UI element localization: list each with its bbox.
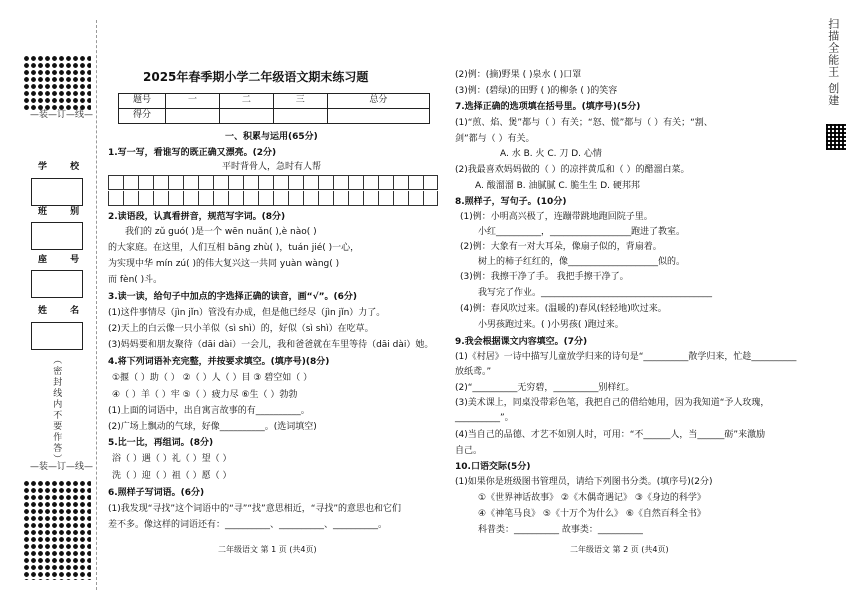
- q8-line: (4)例：春风吹过来。(温暖的)春风(轻轻地)吹过来。: [460, 304, 667, 314]
- q5-line: 洗（ ）迎（ ）祖（ ）愿（ ）: [112, 471, 232, 481]
- writing-grid-cell[interactable]: [168, 175, 183, 190]
- name-box[interactable]: [31, 322, 83, 350]
- q4-line: ④（ ）羊（ ）牢 ⑤（ ）疲力尽 ⑥生（ ）勃勃: [112, 390, 298, 400]
- score-table: [118, 93, 430, 124]
- r-line: (2)例：(摘)野果 ( )泉水 ( )口罩: [455, 70, 582, 80]
- binding-seal-top: —装—订—线—: [30, 110, 94, 120]
- writing-grid-cell[interactable]: [258, 191, 273, 206]
- score-cell: 三: [273, 94, 327, 109]
- page-title: 2025年春季期小学二年级语文期末练习题: [143, 70, 369, 84]
- q9-line: (1)《村居》一诗中描写儿童放学归来的诗句是“__________散学归来，忙趁__________: [455, 352, 797, 362]
- page-footer-1: 二年级语文 第 1 页 (共4页): [218, 545, 317, 554]
- writing-grid-cell[interactable]: [198, 175, 213, 190]
- q9-line: (3)美术课上，同桌没带彩色笔，我把自己的借给她用，因为我知道“予人玫瑰，: [455, 398, 770, 408]
- writing-grid-cell[interactable]: [258, 175, 273, 190]
- q8-line: (2)例：大象有一对大耳朵，像扇子似的，背扇着。: [460, 242, 662, 252]
- writing-grid-cell[interactable]: [183, 175, 198, 190]
- writing-grid-cell[interactable]: [423, 175, 438, 190]
- q7-line: 剑”都与（ ）有关。: [455, 134, 535, 144]
- q2-line: 为实现中华 mín zú( )的伟大复兴这一共同 yuàn wàng( ): [108, 259, 340, 269]
- score-cell: 题号: [119, 94, 166, 109]
- page-footer-2: 二年级语文 第 2 页 (共4页): [570, 545, 669, 554]
- binding-line: [96, 20, 97, 590]
- q7-line: (2)我最喜欢妈妈做的（ ）的凉拌黄瓜和（ ）的醋溜白菜。: [455, 165, 690, 175]
- writing-grid-cell[interactable]: [393, 191, 408, 206]
- q4-line: (2)广场上飘动的气球，好像__________。(选词填空): [108, 422, 317, 432]
- q4-line: ①揠（ ）助（ ） ②（ ）人（ ）目 ③ 碧空如（ ）: [112, 373, 313, 383]
- binding-field-seat: 座 号: [38, 255, 90, 265]
- question-4: 4.将下列词语补充完整，并按要求填空。(填序号)(8分): [108, 357, 330, 367]
- q5-line: 浴（ ）遇（ ）礼（ ）望（ ）: [112, 454, 232, 464]
- writing-grid-cell[interactable]: [378, 191, 393, 206]
- score-cell: 得分: [119, 109, 166, 124]
- binding-dots-top: [23, 55, 91, 110]
- r-line: (3)例：(碧绿)的田野 ( )的柳条 ( )的笑容: [455, 86, 618, 96]
- q8-line: 小红__________，__________________跑进了教室。: [478, 227, 686, 237]
- question-10: 10.口语交际(5分): [455, 462, 531, 472]
- writing-grid-cell[interactable]: [183, 191, 198, 206]
- writing-grid-cell[interactable]: [273, 175, 288, 190]
- q9-line: 自己。: [455, 446, 483, 456]
- writing-grid-cell[interactable]: [138, 191, 153, 206]
- writing-grid-cell[interactable]: [423, 191, 438, 206]
- writing-grid-cell[interactable]: [408, 175, 423, 190]
- score-input-total[interactable]: [327, 109, 429, 124]
- q7-line: A. 酸溜溜 B. 油腻腻 C. 脆生生 D. 硬邦邦: [475, 181, 640, 191]
- writing-grid-cell[interactable]: [318, 191, 333, 206]
- writing-grid-cell[interactable]: [213, 191, 228, 206]
- question-8: 8.照样子，写句子。(10分): [455, 197, 567, 207]
- writing-grid-cell[interactable]: [243, 191, 258, 206]
- score-input-2[interactable]: [219, 109, 273, 124]
- question-3: 3.读一读，给句子中加点的字选择正确的读音，画“√”。(6分): [108, 292, 358, 302]
- section-title: 一、积累与运用(65分): [225, 132, 318, 142]
- writing-grid-cell[interactable]: [198, 191, 213, 206]
- binding-field-name: 姓 名: [38, 306, 90, 316]
- copy-text: 平时背骨人，急时有人帮: [222, 162, 322, 172]
- writing-grid-cell[interactable]: [378, 175, 393, 190]
- class-box[interactable]: [31, 222, 83, 250]
- q8-line: 树上的柿子红红的，像____________________似的。: [478, 257, 686, 267]
- writing-grid-cell[interactable]: [333, 175, 348, 190]
- writing-grid-cell[interactable]: [123, 175, 138, 190]
- q10-line: ①《世界神话故事》 ②《木偶奇遇记》 ③《身边的科学》: [478, 493, 706, 503]
- question-7: 7.选择正确的选项填在括号里。(填序号)(5分): [455, 102, 641, 112]
- q3-line: (1)这件事情尽（jìn jǐn）管没有办成，但是他已经尽（jìn jǐn）力了。: [108, 308, 386, 318]
- q2-line: 而 fèn( )斗。: [108, 275, 163, 285]
- score-cell: 总分: [327, 94, 429, 109]
- question-5: 5.比一比，再组词。(8分): [108, 438, 214, 448]
- writing-grid-cell[interactable]: [288, 175, 303, 190]
- score-cell: 二: [219, 94, 273, 109]
- binding-field-class: 班 别: [38, 207, 90, 217]
- writing-grid-cell[interactable]: [303, 191, 318, 206]
- writing-grid-cell[interactable]: [318, 175, 333, 190]
- writing-grid-cell[interactable]: [363, 175, 378, 190]
- q8-line: (3)例：我擦干净了手。 我把手擦干净了。: [460, 272, 629, 282]
- q8-line: (1)例：小明高兴极了，连蹦带跳地跑回院子里。: [460, 212, 653, 222]
- question-9: 9.我会根据课文内容填空。(7分): [455, 337, 588, 347]
- writing-grid-cell[interactable]: [348, 191, 363, 206]
- writing-grid-cell[interactable]: [393, 175, 408, 190]
- qr-code-icon: [826, 124, 846, 150]
- writing-grid-cell[interactable]: [273, 191, 288, 206]
- q4-line: (1)上面的词语中，出自寓言故事的有__________。: [108, 406, 310, 416]
- binding-dots-bottom: [23, 480, 91, 580]
- writing-grid-cell[interactable]: [333, 191, 348, 206]
- question-6: 6.照样子写词语。(6分): [108, 488, 205, 498]
- writing-grid-cell[interactable]: [108, 175, 123, 190]
- binding-field-school: 学 校: [38, 162, 90, 172]
- score-cell: 一: [166, 94, 220, 109]
- q9-line: (2)“__________无穷碧，__________别样红。: [455, 383, 635, 393]
- writing-grid-cell[interactable]: [108, 191, 123, 206]
- q3-line: (2)天上的白云像一只小羊似（sì shì）的，好似（sì shì）在吃草。: [108, 324, 374, 334]
- q9-line: (4)当自己的品德、才艺不如别人时，可用：“不______人，当______砺”来激励: [455, 430, 766, 440]
- writing-grid-cell[interactable]: [363, 191, 378, 206]
- q10-line: ④《神笔马良》 ⑤《十万个为什么》 ⑥《自然百科全书》: [478, 509, 706, 519]
- writing-grid-cell[interactable]: [168, 191, 183, 206]
- q8-line: 我写完了作业。______________________________________: [478, 288, 713, 298]
- q8-line: 小男孩跑过来。( )小男孩( )跑过来。: [478, 320, 624, 330]
- writing-grid-cell[interactable]: [228, 191, 243, 206]
- score-table-row-header: [119, 94, 430, 109]
- writing-grid-cell[interactable]: [228, 175, 243, 190]
- writing-grid-cell[interactable]: [123, 191, 138, 206]
- seat-box[interactable]: [31, 270, 83, 298]
- q9-line: __________”。: [455, 413, 514, 423]
- q9-line: 放纸鸢。”: [455, 367, 492, 377]
- binding-seal-notice: （密封线内不要作答）: [51, 355, 62, 465]
- writing-grid-cell[interactable]: [153, 175, 168, 190]
- writing-grid-cell[interactable]: [213, 175, 228, 190]
- q10-line: (1)如果你是班级图书管理员，请给下列图书分类。(填序号)(2分): [455, 477, 713, 487]
- q2-line: 我们的 zǔ guó( )是一个 wēn nuǎn( ),è nào( ): [125, 227, 317, 237]
- q7-line: (1)“煎、焰、煲”都与（ ）有关；“怒、慌”都与（ ）有关；“割、: [455, 118, 713, 128]
- q10-line: 科普类：__________ 故事类：__________: [478, 525, 643, 535]
- writing-grid-cell[interactable]: [408, 191, 423, 206]
- q3-line: (3)妈妈要和朋友聚待（dāi dài）一会儿，我和爸爸就在车里等待（dāi dài）她。: [108, 340, 434, 350]
- score-input-1[interactable]: [166, 109, 220, 124]
- score-table-row-score: [119, 109, 430, 124]
- q6-line: (1)我发现“寻找”这个词语中的“寻”“找”意思相近，“寻找”的意思也和它们: [108, 504, 402, 514]
- q2-line: 的大家庭。在这里，人们互相 bāng zhù( )，tuán jié( )一心，: [108, 243, 360, 253]
- binding-seal-bottom: —装—订—线—: [30, 462, 94, 472]
- q7-line: A. 水 B. 火 C. 刀 D. 心情: [500, 149, 602, 159]
- question-2: 2.读语段，认真看拼音，规范写字词。(8分): [108, 212, 286, 222]
- writing-grid[interactable]: [108, 175, 438, 207]
- scanner-stamp: 扫描全能王 创建: [826, 18, 840, 107]
- school-box[interactable]: [31, 178, 83, 206]
- writing-grid-cell[interactable]: [288, 191, 303, 206]
- writing-grid-cell[interactable]: [153, 191, 168, 206]
- q6-line: 差不多。像这样的词语还有：__________、__________、__________。: [108, 520, 388, 530]
- question-1: 1.写一写，看谁写的既正确又漂亮。(2分): [108, 148, 277, 158]
- writing-grid-cell[interactable]: [243, 175, 258, 190]
- writing-grid-cell[interactable]: [138, 175, 153, 190]
- writing-grid-cell[interactable]: [348, 175, 363, 190]
- writing-grid-cell[interactable]: [303, 175, 318, 190]
- score-input-3[interactable]: [273, 109, 327, 124]
